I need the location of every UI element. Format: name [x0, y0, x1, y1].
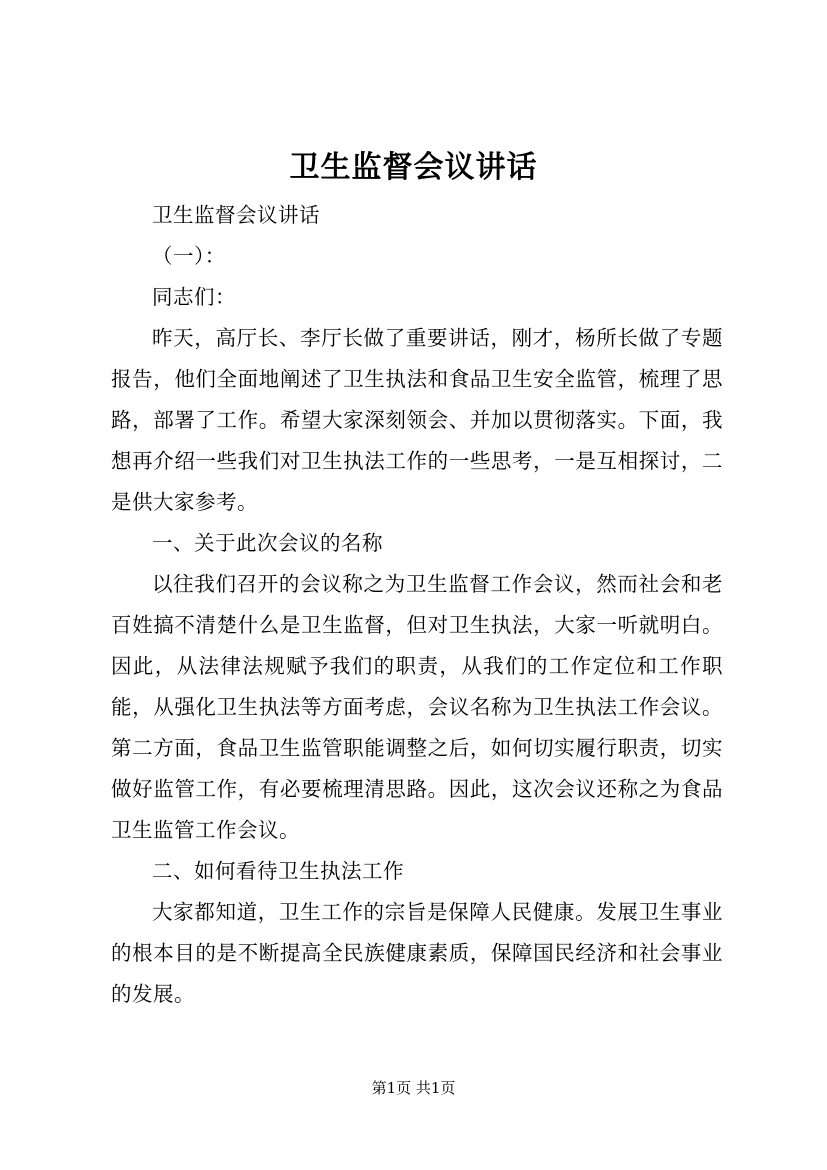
section-number-paragraph: （一）： — [152, 244, 226, 268]
page-footer: 第1页 共1页 — [371, 1079, 456, 1097]
document-body — [111, 195, 723, 1015]
salutation-paragraph: 同志们： — [152, 285, 236, 309]
body-paragraph: 以往我们召开的会议称之为卫生监督工作会议，然而社会和老百姓搞不清楚什么是卫生监督，但对卫生执法，大家一听就明白。因此，从法律法规赋予我们的职责，从我们的工作定位和工作职能，从强化卫生执法等方面考虑，会议名称为卫生执法工作会议。第二方面，食品卫生监管职能调整之后，如何切实履行职责，切实做好监管工作，有必要梳理清思路。因此，这次会议还称之为食品卫生监管工作会议。 — [111, 572, 723, 842]
section-heading: 一、关于此次会议的名称 — [152, 531, 383, 555]
body-paragraph: 昨天，高厅长、李厅长做了重要讲话，刚才，杨所长做了专题报告，他们全面地阐述了卫生执法和食品卫生安全监管，梳理了思路，部署了工作。希望大家深刻领会、并加以贯彻落实。下面，我想再介绍一些我们对卫生执法工作的一些思考，一是互相探讨，二是供大家参考。 — [111, 326, 723, 514]
body-paragraph: 大家都知道，卫生工作的宗旨是保障人民健康。发展卫生事业的根本目的是不断提高全民族健康素质，保障国民经济和社会事业的发展。 — [111, 900, 723, 1006]
document-title: 卫生监督会议讲话 — [289, 150, 538, 185]
section-heading: 二、如何看待卫生执法工作 — [152, 859, 404, 883]
subtitle-paragraph: 卫生监督会议讲话 — [152, 203, 320, 227]
